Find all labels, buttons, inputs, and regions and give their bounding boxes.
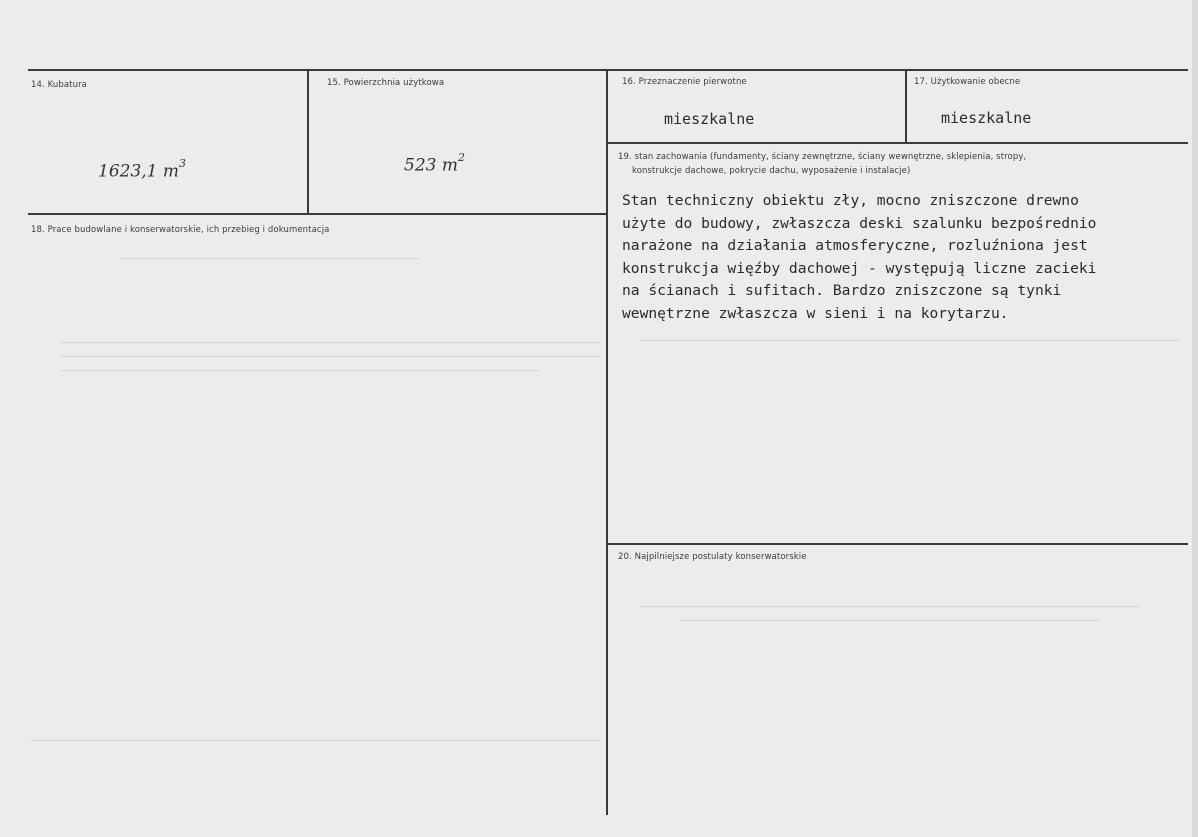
- rule-below-14-15: [28, 213, 608, 215]
- rule-below-16-17: [608, 142, 1188, 144]
- text-line: narażone na działania atmosferyczne, rozluźniona jest: [622, 237, 1088, 255]
- field-15-label: 15. Powierzchnia użytkowa: [327, 78, 445, 88]
- volume-exponent: 3: [179, 157, 187, 170]
- top-rule: [28, 69, 1188, 71]
- field-16-label: 16. Przeznaczenie pierwotne: [622, 77, 747, 87]
- divider-14-15: [307, 71, 309, 215]
- field-15-value: [404, 151, 465, 176]
- divider-16-17: [905, 71, 907, 143]
- bleed-line: [60, 356, 600, 357]
- bleed-line: [120, 258, 420, 259]
- area-exponent: 2: [457, 151, 465, 164]
- field-19-label-line2: konstrukcje dachowe, pokrycie dachu, wyposażenie i instalacje): [632, 166, 911, 176]
- bleed-line: [640, 340, 1180, 341]
- text-line: użyte do budowy, zwłaszcza deski szalunku bezpośrednio: [622, 214, 1097, 232]
- field-14-label: 14. Kubatura: [31, 80, 87, 90]
- bleed-line: [60, 342, 600, 343]
- card-edge: [1192, 0, 1198, 837]
- field-20-label: 20. Najpilniejsze postulaty konserwatorskie: [618, 552, 807, 562]
- text-line: Stan techniczny obiektu zły, mocno zniszczone drewno: [622, 192, 1079, 209]
- bleed-line: [680, 620, 1100, 621]
- main-vertical-divider: [606, 71, 608, 815]
- bleed-line: [60, 370, 540, 371]
- text-line: na ścianach i sufitach. Bardzo zniszczone są tynki: [622, 282, 1062, 300]
- rule-above-20: [608, 543, 1188, 545]
- field-16-value: mieszkalne: [664, 110, 755, 128]
- text-line: wewnętrzne zwłaszcza w sieni i na korytarzu.: [622, 304, 1009, 322]
- bleed-line: [640, 606, 1140, 607]
- field-17-value: mieszkalne: [941, 109, 1032, 127]
- field-19-text: [622, 190, 1182, 326]
- field-19-label-line1: 19. stan zachowania (fundamenty, ściany zewnętrzne, ściany wewnętrzne, sklepienia, stropy,: [618, 152, 1027, 162]
- text-line: konstrukcja więźby dachowej - występują liczne zacieki: [622, 259, 1097, 277]
- volume-value: 1623,1 m: [98, 161, 180, 182]
- field-14-value: [98, 157, 187, 182]
- bleed-line: [30, 740, 600, 741]
- field-18-label: 18. Prace budowlane i konserwatorskie, ich przebieg i dokumentacja: [31, 225, 330, 235]
- field-17-label: 17. Użytkowanie obecne: [914, 77, 1021, 87]
- area-value: 523 m: [404, 155, 458, 176]
